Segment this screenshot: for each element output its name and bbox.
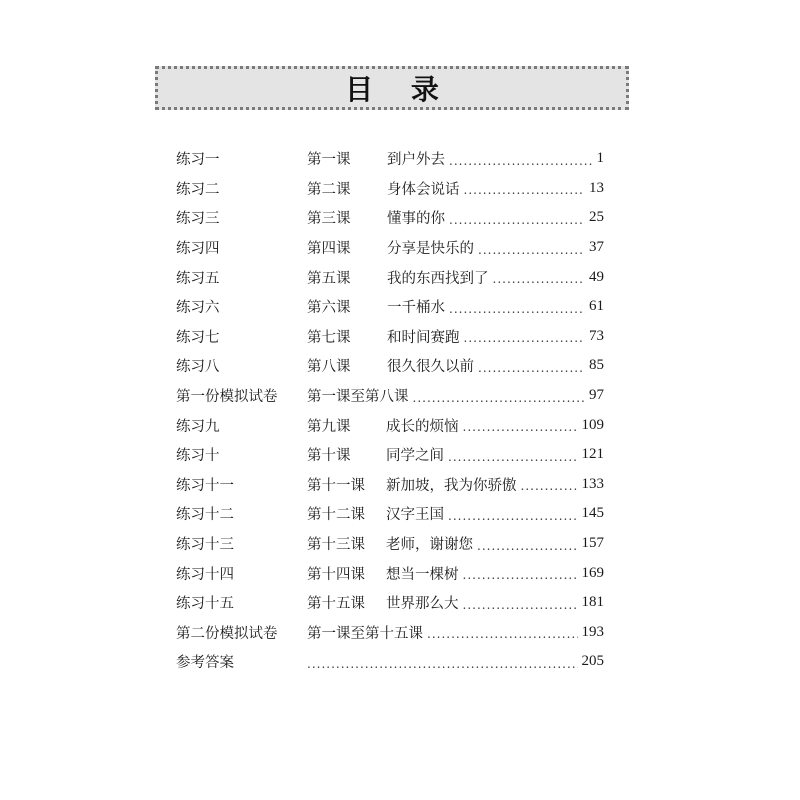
dot-leader (477, 539, 578, 553)
topic-label: 分享是快乐的 (387, 241, 474, 258)
lesson-label: 第三课 (307, 211, 351, 228)
page-number: 97 (589, 387, 604, 404)
lesson-label: 第五课 (307, 270, 351, 287)
toc-row[interactable] (176, 262, 604, 292)
exercise-label: 练习七 (176, 329, 220, 346)
topic-label: 懂事的你 (387, 211, 445, 228)
toc-title-box (155, 66, 629, 110)
lesson-label: 第六课 (307, 300, 351, 317)
toc-title: 目 录 (345, 73, 453, 106)
page-number: 49 (589, 268, 604, 285)
exercise-label: 练习十五 (176, 596, 234, 613)
page-number: 37 (589, 239, 604, 256)
exercise-label: 练习四 (176, 241, 220, 258)
toc-row[interactable] (176, 470, 604, 500)
lesson-label: 第十课 (307, 448, 351, 465)
exercise-label: 练习十三 (176, 537, 234, 554)
lesson-label: 第九课 (307, 418, 351, 435)
exercise-label: 练习五 (176, 270, 220, 287)
lesson-label: 第一课 (307, 152, 351, 169)
topic-label: 到户外去 (387, 152, 445, 169)
toc-row[interactable] (176, 410, 604, 440)
lesson-label: 第八课 (307, 359, 351, 376)
page-number: 85 (589, 357, 604, 374)
exercise-label: 练习一 (176, 152, 220, 169)
toc-row[interactable] (176, 322, 604, 352)
lesson-label: 第四课 (307, 241, 351, 258)
dot-leader (307, 657, 578, 671)
lesson-label: 第七课 (307, 329, 351, 346)
page-number: 157 (581, 535, 604, 552)
lesson-label: 第十一课 (307, 477, 365, 494)
page-number: 133 (581, 475, 604, 492)
exercise-label: 练习十 (176, 448, 220, 465)
toc-row[interactable] (176, 203, 604, 233)
exercise-label: 练习十二 (176, 507, 234, 524)
dot-leader (521, 479, 578, 493)
page-number: 205 (581, 653, 604, 670)
page-number: 73 (589, 327, 604, 344)
toc-row[interactable] (176, 647, 604, 677)
dot-leader (463, 420, 578, 434)
dot-leader (449, 213, 585, 227)
page-number: 109 (581, 416, 604, 433)
page-number: 181 (581, 594, 604, 611)
toc-row[interactable] (176, 381, 604, 411)
page-number: 1 (596, 150, 604, 167)
dot-leader (427, 627, 578, 641)
topic-label: 老师，谢谢您 (386, 537, 473, 554)
toc-row[interactable] (176, 558, 604, 588)
dot-leader (413, 391, 586, 405)
lesson-label: 第十二课 (307, 507, 365, 524)
page-number: 25 (589, 209, 604, 226)
exercise-label: 练习三 (176, 211, 220, 228)
exercise-label: 练习八 (176, 359, 220, 376)
exercise-label: 练习二 (176, 181, 220, 198)
table-of-contents (176, 144, 604, 677)
exercise-label: 练习十一 (176, 477, 234, 494)
dot-leader (493, 272, 586, 286)
exercise-label: 参考答案 (176, 655, 234, 672)
topic-label: 很久很久以前 (387, 359, 474, 376)
toc-row[interactable] (176, 440, 604, 470)
topic-label: 新加坡，我为你骄傲 (386, 477, 517, 494)
page-number: 121 (581, 446, 604, 463)
lesson-label: 第一课至第八课 (307, 389, 409, 406)
toc-row[interactable] (176, 618, 604, 648)
topic-label: 同学之间 (386, 448, 444, 465)
page-number: 145 (581, 505, 604, 522)
dot-leader (464, 331, 586, 345)
topic-label: 一千桶水 (387, 300, 445, 317)
exercise-label: 练习六 (176, 300, 220, 317)
topic-label: 和时间赛跑 (387, 329, 460, 346)
lesson-label: 第十四课 (307, 566, 365, 583)
dot-leader (449, 302, 585, 316)
dot-leader (478, 243, 585, 257)
topic-label: 身体会说话 (387, 181, 460, 198)
page-number: 193 (581, 623, 604, 640)
toc-row[interactable] (176, 529, 604, 559)
page-number: 61 (589, 298, 604, 315)
topic-label: 我的东西找到了 (387, 270, 489, 287)
exercise-label: 第一份模拟试卷 (176, 389, 278, 406)
lesson-label: 第一课至第十五课 (307, 625, 423, 642)
exercise-label: 第二份模拟试卷 (176, 625, 278, 642)
dot-leader (463, 568, 578, 582)
toc-row[interactable] (176, 499, 604, 529)
dot-leader (478, 361, 585, 375)
dot-leader (448, 450, 578, 464)
topic-label: 世界那么大 (386, 596, 459, 613)
toc-row[interactable] (176, 174, 604, 204)
dot-leader (463, 598, 578, 612)
toc-row[interactable] (176, 588, 604, 618)
toc-row[interactable] (176, 144, 604, 174)
lesson-label: 第二课 (307, 181, 351, 198)
page-number: 169 (581, 564, 604, 581)
lesson-label: 第十五课 (307, 596, 365, 613)
toc-row[interactable] (176, 351, 604, 381)
toc-row[interactable] (176, 292, 604, 322)
topic-label: 成长的烦恼 (386, 418, 459, 435)
page-number: 13 (589, 179, 604, 196)
exercise-label: 练习九 (176, 418, 220, 435)
dot-leader (464, 183, 586, 197)
dot-leader (448, 509, 578, 523)
exercise-label: 练习十四 (176, 566, 234, 583)
dot-leader (449, 154, 593, 168)
toc-row[interactable] (176, 233, 604, 263)
lesson-label: 第十三课 (307, 537, 365, 554)
topic-label: 汉字王国 (386, 507, 444, 524)
topic-label: 想当一棵树 (386, 566, 459, 583)
